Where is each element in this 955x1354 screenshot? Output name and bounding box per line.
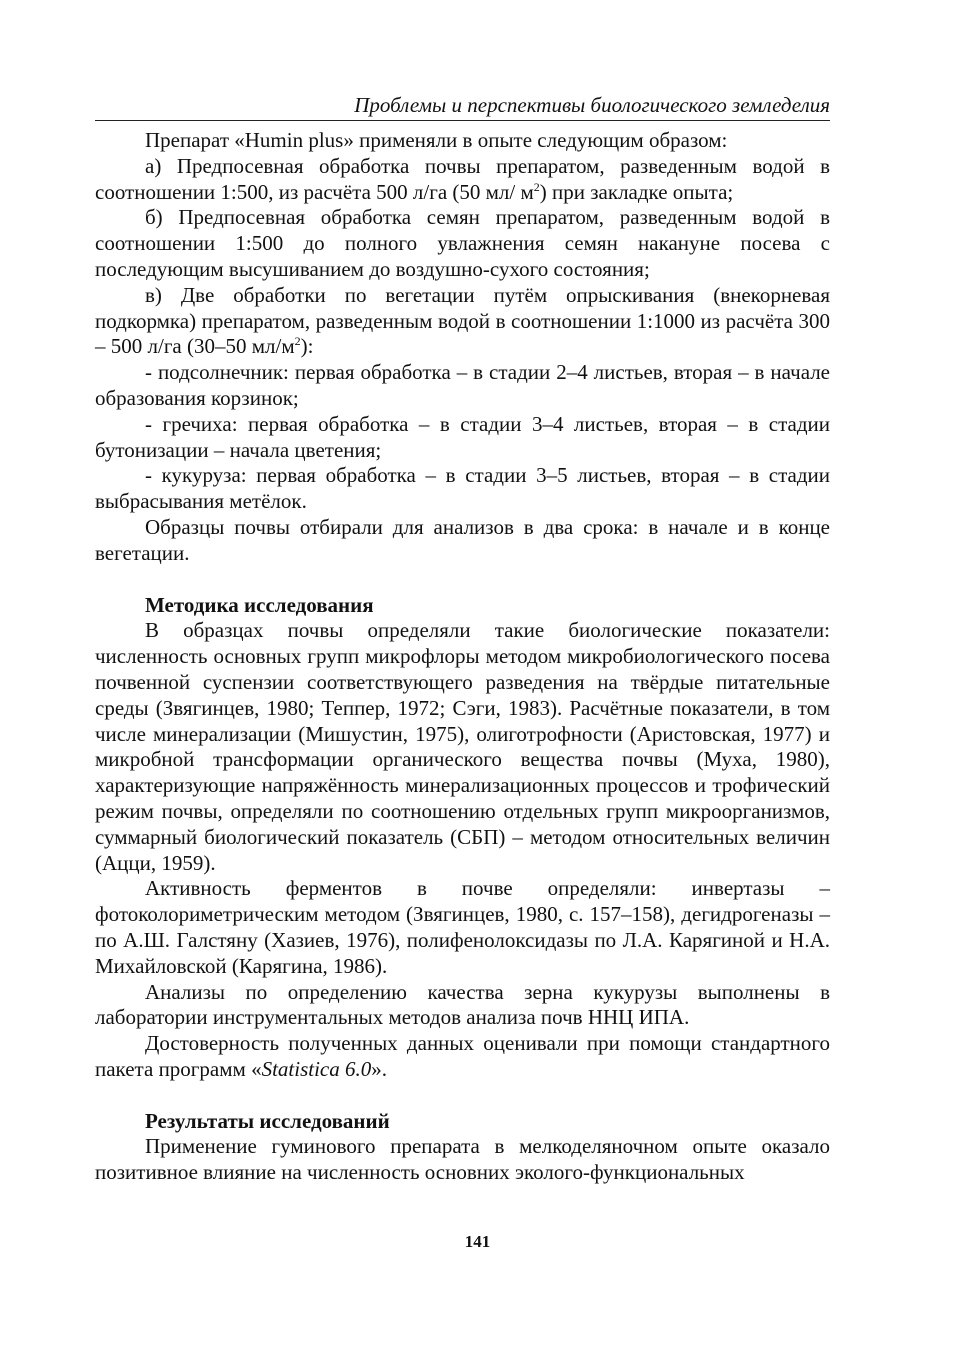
paragraph-text: в) Две обработки по вегетации путём опрыскивания (внекорневая подкормка) препаратом, разведенным водой в соотношении 1:1000 из расчёта 300 – 500 л/га (30–50 мл/м <box>95 282 830 359</box>
paragraph-text: ». <box>371 1056 387 1081</box>
paragraph-results: Применение гуминового препарата в мелкоделяночном опыте оказало позитивное влияние на численность основних эколого-функциональных <box>95 1134 830 1185</box>
paragraph-buckwheat: - гречиха: первая обработка – в стадии 3–4 листьев, вторая – в стадии бутонизации – начала цветения; <box>95 411 830 462</box>
running-header: Проблемы и перспективы биологического земледелия <box>354 93 830 117</box>
heading-methods: Методика исследования <box>145 592 374 617</box>
paragraph-maize: - кукуруза: первая обработка – в стадии 3–5 листьев, вторая – в стадии выбрасывания метёлок. <box>95 463 830 514</box>
superscript: 2 <box>294 334 301 349</box>
paragraph-statistics <box>95 1031 830 1083</box>
header-rule <box>95 120 830 121</box>
page-number: 141 <box>464 1232 491 1251</box>
section-gap <box>95 1083 830 1109</box>
paragraph-text: Достоверность полученных данных оценивали при помощи стандартного пакета программ « <box>95 1031 830 1081</box>
paragraph-grain-analysis: Анализы по определению качества зерна кукурузы выполнены в лаборатории инструментальных методов анализа почв ННЦ ИПА. <box>95 979 830 1030</box>
paragraph-sunflower: - подсолнечник: первая обработка – в стадии 2–4 листьев, вторая – в начале образования корзинок; <box>95 360 830 410</box>
heading-results: Результаты исследований <box>145 1108 390 1133</box>
paragraph-methods: В образцах почвы определяли такие биологические показатели: численность основных групп микрофлоры методом микробиологического посева почвенной суспензии соответствующего разведения на твёрдые питательные среды (Звягинцев, 1980; Теппер, 1972; Сэги, 1983). Расчётные показатели, в том числе минерализации (Мишустин, 1975), олиготрофности (Аристовская, 1977) и микробной трансформации органического вещества почвы (Муха, 1980), характеризующие напряжённость минерализационных процессов и трофический режим почвы, определяли по соотношению отдельных групп микроорганизмов, суммарный биологический показатель (СБП) – методом относительных величин (Ацци, 1959). <box>95 618 830 875</box>
paragraph-item-a <box>95 154 830 206</box>
article-body <box>95 128 830 1186</box>
paragraph-intro: Препарат «Humin plus» применяли в опыте следующим образом: <box>145 128 728 152</box>
superscript: 2 <box>533 179 540 194</box>
paragraph-enzymes: Активность ферментов в почве определяли: инвертазы – фотоколориметрическим методом (Звягинцев, 1980, с. 157–158), дегидрогеназы – по А.Ш. Галстяну (Хазиев, 1976), полифенолоксидазы по Л.А. Карягиной и Н.А. Михайловской (Карягина, 1986). <box>95 876 830 978</box>
paragraph-item-b: б) Предпосевная обработка семян препаратом, разведенным водой в соотношении 1:500 до полного увлажнения семян накануне посева с последующим высушиванием до воздушно-сухого состояния; <box>95 205 830 281</box>
paragraph-text: ): <box>300 334 314 359</box>
software-name: Statistica 6.0 <box>261 1056 372 1081</box>
paragraph-sampling: Образцы почвы отбирали для анализов в два срока: в начале и в конце вегетации. <box>95 514 830 565</box>
paragraph-item-c <box>95 283 830 360</box>
paragraph-text: ) при закладке опыта; <box>539 179 734 204</box>
paragraph-text: а) Предпосевная обработка почвы препаратом, разведенным водой в соотношении 1:500, из расчёта 500 л/га (50 мл/ м <box>95 153 830 204</box>
section-gap <box>95 567 830 593</box>
